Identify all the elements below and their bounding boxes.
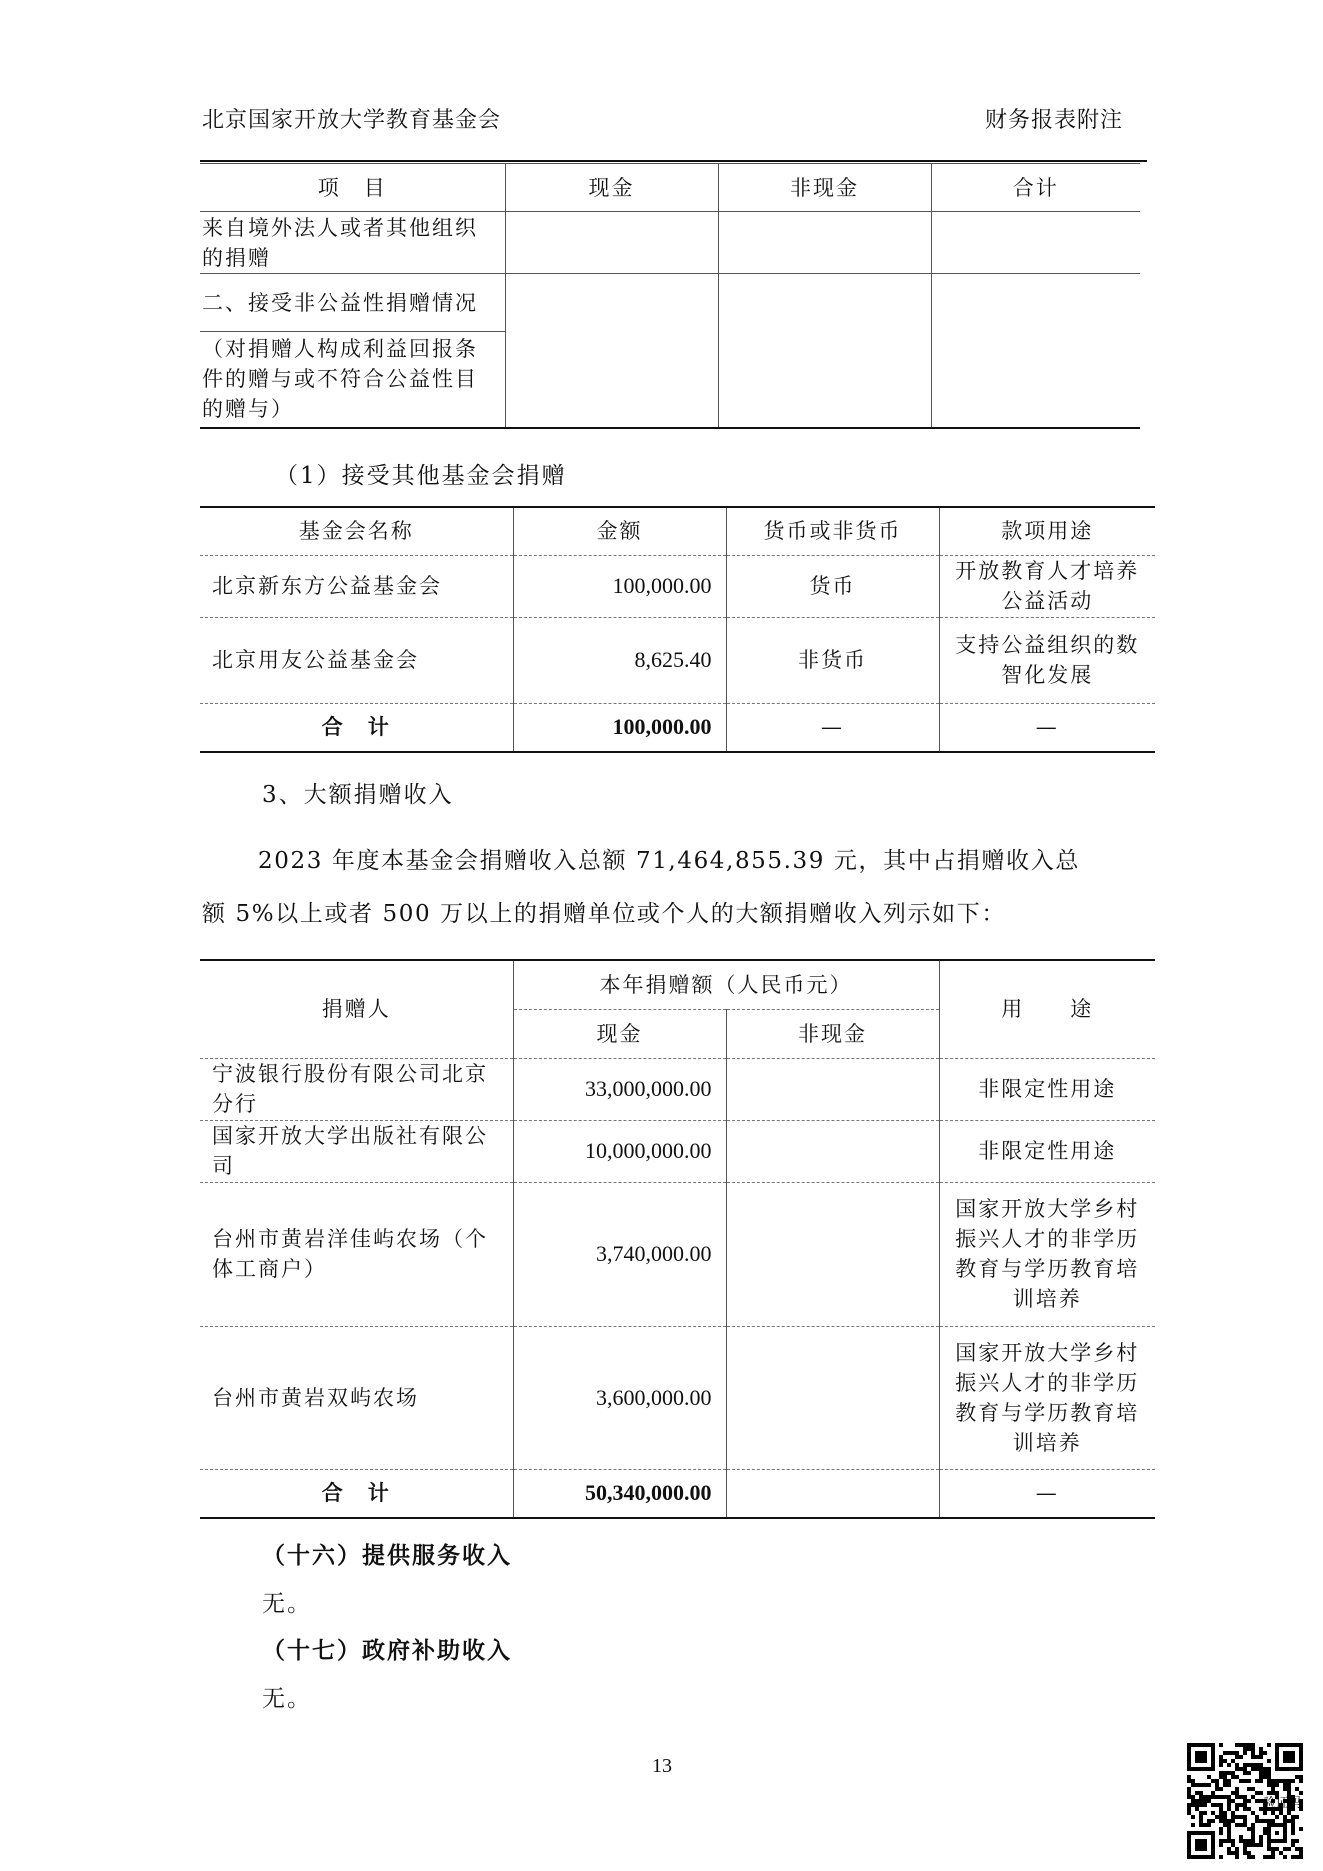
table-row [200,274,1140,332]
col-header-total: 合计 [931,164,1140,212]
col-header-cash: 现金 [513,1009,726,1058]
qr-caption: 验证码 [1263,1796,1302,1811]
noncash-amount [726,1326,939,1469]
table-row [200,212,1140,274]
total-noncash [726,1469,939,1518]
currency-type: 非货币 [726,617,939,703]
paragraph-line-1: 2023 年度本基金会捐赠收入总额 71,464,855.39 元，其中占捐赠收入总 [258,848,1080,874]
donor-name: 国家开放大学出版社有限公司 [200,1120,513,1182]
cell-noncash [718,212,931,274]
donation-amount: 8,625.40 [513,617,726,703]
donation-purpose: 开放教育人才培养公益活动 [939,555,1155,617]
foundation-name: 北京新东方公益基金会 [200,555,513,617]
donor-name: 宁波银行股份有限公司北京分行 [200,1058,513,1120]
donor-name: 台州市黄岩洋佳屿农场（个体工商户） [200,1182,513,1326]
cell-cash [505,212,718,274]
col-header-noncash: 非现金 [726,1009,939,1058]
row-label: 来自境外法人或者其他组织的捐赠 [200,212,505,274]
col-header-donor: 捐赠人 [321,997,391,1022]
section-body-government-subsidy: 无。 [262,1686,312,1712]
header-doc-type: 财务报表附注 [985,108,1124,133]
foundation-donation-table [200,506,1155,753]
qr-code-icon [1187,1743,1303,1859]
table-row [200,1058,1155,1120]
table-header-row [200,164,1140,212]
section-body-service-income: 无。 [262,1591,312,1617]
col-header-item: 项 目 [200,164,505,212]
noncash-amount [726,1058,939,1120]
cash-amount: 10,000,000.00 [513,1120,726,1182]
cell-total [931,274,1140,428]
total-type: — [726,703,939,752]
total-label: 合 计 [200,703,513,752]
section-title-large-donations: 3、大额捐赠收入 [262,782,454,808]
table-total-row [200,703,1155,752]
noncharitable-donation-table [200,163,1140,429]
cell-total [931,212,1140,274]
cell-noncash [718,274,931,428]
col-header-currency-type: 货币或非货币 [726,507,939,555]
foundation-name: 北京用友公益基金会 [200,617,513,703]
large-donation-table [200,959,1155,1519]
currency-type: 货币 [726,555,939,617]
section-title-government-subsidy: （十七）政府补助收入 [262,1637,512,1664]
table-row [200,617,1155,703]
cash-amount: 3,740,000.00 [513,1182,726,1326]
col-header-purpose: 款项用途 [939,507,1155,555]
donor-name: 台州市黄岩双屿农场 [200,1326,513,1469]
header-org: 北京国家开放大学教育基金会 [202,108,502,133]
total-use: — [939,1469,1155,1518]
header-rule [200,160,1147,162]
table-total-row [200,1469,1155,1518]
col-header-amount: 金额 [513,507,726,555]
donation-purpose: 支持公益组织的数智化发展 [939,617,1155,703]
section-title-other-foundations: （1）接受其他基金会捐赠 [275,463,567,489]
table-row [200,1182,1155,1326]
total-purpose: — [939,703,1155,752]
donation-amount: 100,000.00 [513,555,726,617]
noncash-amount [726,1120,939,1182]
col-header-noncash: 非现金 [718,164,931,212]
col-header-annual-amount: 本年捐赠额（人民币元） [513,960,939,1009]
section-title-service-income: （十六）提供服务收入 [262,1542,512,1569]
col-header-use: 用 途 [939,960,1155,1058]
total-label: 合 计 [200,1469,513,1518]
donation-use: 非限定性用途 [939,1058,1155,1120]
row-label: 二、接受非公益性捐赠情况 [200,274,505,332]
row-label: （对捐赠人构成利益回报条件的赠与或不符合公益性目的赠与） [200,332,505,428]
cash-amount: 33,000,000.00 [513,1058,726,1120]
donation-use: 非限定性用途 [939,1120,1155,1182]
col-header-cash: 现金 [505,164,718,212]
table-row [200,555,1155,617]
table-row [200,1120,1155,1182]
total-amount: 100,000.00 [513,703,726,752]
table-header-row [200,960,1155,1009]
col-header-foundation: 基金会名称 [298,519,414,544]
noncash-amount [726,1182,939,1326]
donation-use: 国家开放大学乡村振兴人才的非学历教育与学历教育培训培养 [939,1326,1155,1469]
cell-cash [505,274,718,428]
page-number: 13 [652,1755,672,1777]
table-header-row [200,507,1155,555]
table-row [200,1326,1155,1469]
total-cash: 50,340,000.00 [513,1469,726,1518]
donation-use: 国家开放大学乡村振兴人才的非学历教育与学历教育培训培养 [939,1182,1155,1326]
cash-amount: 3,600,000.00 [513,1326,726,1469]
paragraph-line-2: 额 5%以上或者 500 万以上的捐赠单位或个人的大额捐赠收入列示如下： [202,901,1006,927]
